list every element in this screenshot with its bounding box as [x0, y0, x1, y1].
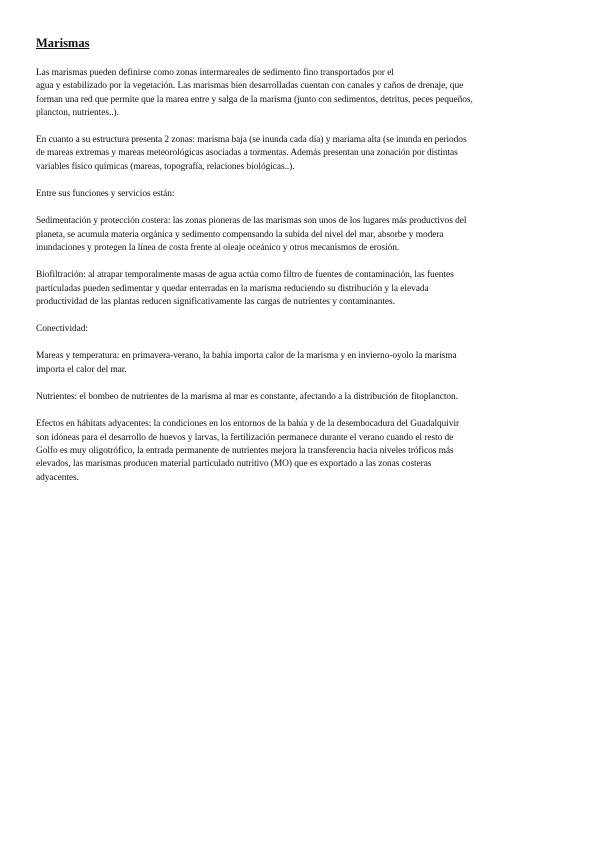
paragraph-line: Biofiltración: al atrapar temporalmente masas de agua actúa como filtro de fuentes de contaminación, las fuentes: [36, 270, 454, 281]
paragraph: [36, 67, 580, 120]
document-body: [36, 67, 580, 485]
paragraph-line: agua y estabilizado por la vegetación. Las marismas bien desarrolladas cuentan con canales y caños de drenaje, que: [36, 81, 464, 92]
paragraph-line: de mareas extremas y mareas meteorológicas asociadas a tormentas. Además presentan una zonación por distintas: [36, 148, 458, 159]
paragraph-line: variables físico químicas (mareas, topografía, relaciones biológicas..).: [36, 161, 295, 172]
paragraph-line: son idóneas para el desarrollo de huevos y larvas, la fertilización permanece durante el verano cuando el resto de: [36, 432, 454, 443]
paragraph-line: Las marismas pueden definirse como zonas intermareales de sedimento fino transportados por el: [36, 68, 394, 78]
paragraph-line: Entre sus funciones y servicios están:: [36, 189, 175, 200]
paragraph: [36, 350, 580, 377]
paragraph: [36, 269, 580, 309]
paragraph-line: En cuanto a su estructura presenta 2 zonas: marisma baja (se inunda cada día) y mariama alta (se inunda en periodos: [36, 135, 467, 146]
paragraph-line: particuladas pueden sedimentar y quedar enterradas en la marisma reduciendo su distribución y la elevada: [36, 283, 429, 294]
paragraph: [36, 391, 580, 404]
paragraph-line: Sedimentación y protección costera: las zonas pioneras de las marismas son unos de los lugares más productivos del: [36, 216, 467, 227]
paragraph-line: inundaciones y protegen la línea de costa frente al oleaje oceánico y otros mecanismos de erosión.: [36, 242, 400, 253]
paragraph-line: Efectos en hábitats adyacentes: la condiciones en los entornos de la bahía y de la desembocadura del Guadalquivir: [36, 419, 460, 430]
paragraph-line: productividad de las plantas reducen significativamente las cargas de nutrientes y contaminantes.: [36, 296, 395, 307]
paragraph-line: planeta, se acumula materia orgánica y sedimento compensando la subida del nivel del mar, absorbe y modera: [36, 229, 444, 240]
paragraph: [36, 215, 580, 255]
paragraph-line: Nutrientes: el bombeo de nutrientes de la marisma al mar es constante, afectando a la distribución de fitoplancton.: [36, 392, 458, 403]
paragraph-line: elevados, las marismas producen material particulado nutritivo (MO) que es exportado a las zonas costeras: [36, 459, 432, 470]
paragraph-line: plancton, nutrientes..).: [36, 107, 119, 118]
paragraph-line: adyacentes.: [36, 472, 79, 483]
paragraph-line: Conectividad:: [36, 324, 88, 335]
paragraph-line: Golfo es muy oligotrófico, la entrada permanente de nutrientes mejora la transferencia hacia niveles tróficos más: [36, 445, 454, 456]
paragraph: [36, 188, 580, 201]
document-title: Marismas: [36, 36, 90, 50]
paragraph: [36, 134, 580, 174]
paragraph: [36, 418, 580, 484]
paragraph-line: forman una red que permite que la marea entre y salga de la marisma (junto con sedimentos, detritus, peces pequeños,: [36, 94, 473, 105]
paragraph-line: importa el calor del mar.: [36, 364, 127, 375]
paragraph: [36, 323, 580, 336]
paragraph-line: Mareas y temperatura: en primavera-verano, la bahía importa calor de la marisma y en invierno-oyolo la marisma: [36, 351, 457, 362]
